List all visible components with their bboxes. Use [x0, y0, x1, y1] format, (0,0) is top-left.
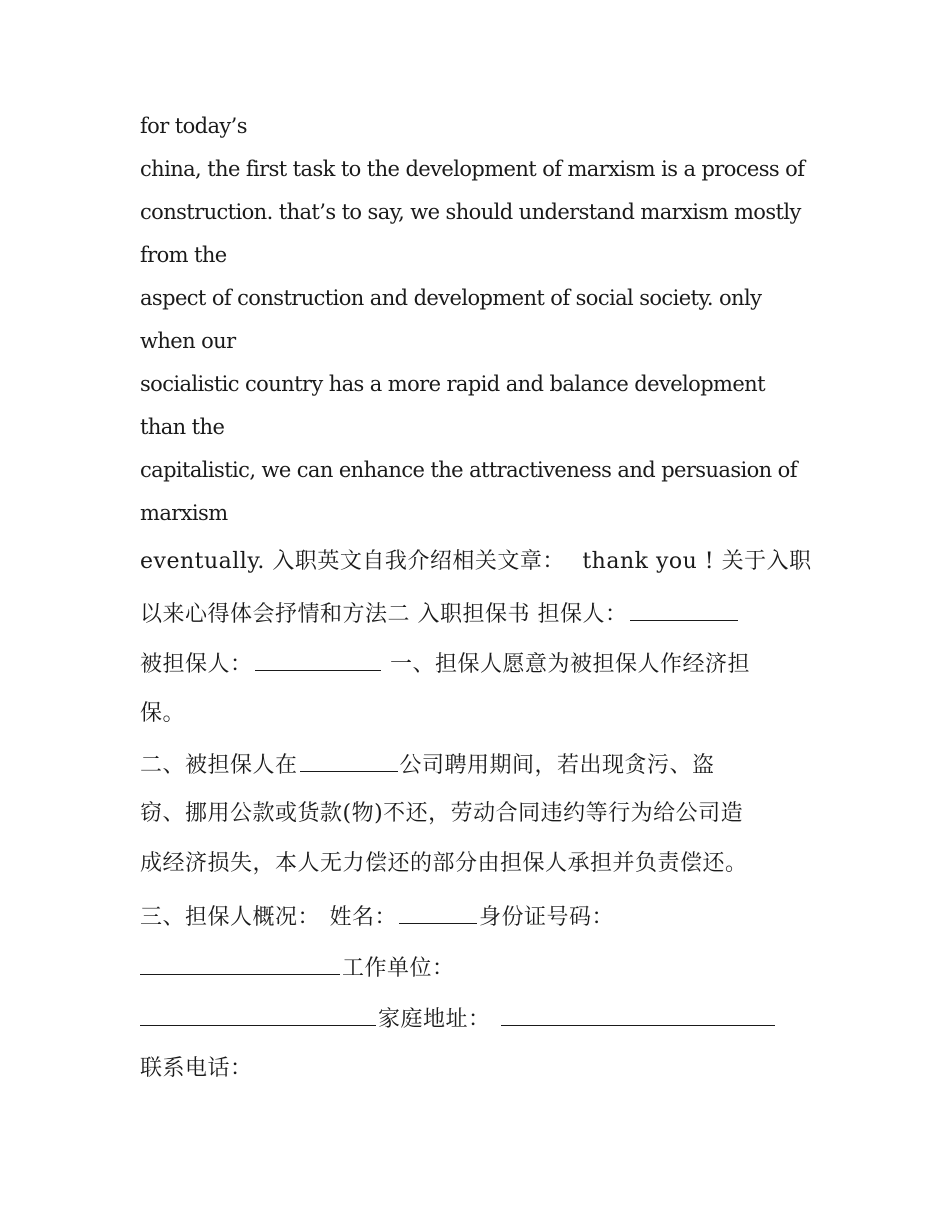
guarantee-title-line — [140, 602, 740, 626]
home-address-line — [140, 1007, 777, 1031]
work-unit-line — [140, 956, 455, 980]
clause-two-line-3: 成经济损失，本人无力偿还的部分由担保人承担并负责偿还。 — [140, 851, 748, 876]
home-address-label: 家庭地址： — [378, 1007, 491, 1032]
id-number-label: 身份证号码： — [479, 905, 615, 930]
work-unit-label: 工作单位： — [342, 956, 455, 981]
body-text-line: for today’s — [140, 114, 247, 138]
work-unit-blank — [140, 1007, 376, 1026]
body-text-line: china, the first task to the development of marxism is a process of — [140, 157, 805, 181]
body-text-line: aspect of construction and development of social society. only — [140, 286, 762, 310]
id-number-blank — [140, 956, 340, 975]
name-blank — [399, 905, 477, 924]
body-text-line: from the — [140, 243, 227, 267]
company-blank — [300, 753, 398, 772]
clause-one-end-line: 保。 — [140, 701, 186, 726]
body-text-line: marxism — [140, 501, 228, 525]
clause-two-text-a: 二、被担保人在 — [140, 753, 298, 778]
guaranteed-person-label: 被担保人： — [140, 652, 253, 677]
contact-phone-line: 联系电话： — [140, 1056, 253, 1081]
guaranteed-person-line — [140, 652, 750, 676]
clause-two-text-b: 公司聘用期间，若出现贪污、盗 — [399, 753, 715, 778]
home-address-blank — [501, 1007, 775, 1026]
intro-related-articles-text: eventually. 入职英文自我介绍相关文章： — [140, 549, 565, 574]
body-text-line: when our — [140, 329, 236, 353]
clause-one-text: 一、担保人愿意为被担保人作经济担 — [390, 652, 751, 677]
guarantor-overview-label: 三、担保人概况： — [140, 905, 321, 930]
body-text-line: than the — [140, 415, 225, 439]
body-text-line: capitalistic, we can enhance the attractiveness and persuasion of — [140, 458, 797, 482]
body-text-line: construction. that’s to say, we should understand marxism mostly — [140, 200, 801, 224]
clause-two-line — [140, 753, 715, 777]
clause-two-line-2: 窃、挪用公款或货款(物)不还，劳动合同违约等行为给公司造 — [140, 801, 744, 826]
body-text-line: socialistic country has a more rapid and balance development — [140, 372, 765, 396]
mixed-text-line — [140, 551, 812, 573]
guarantee-title-text: 以来心得体会抒情和方法二 入职担保书 担保人： — [140, 602, 628, 627]
guaranteed-person-blank — [255, 652, 381, 671]
clause-three-line — [140, 905, 614, 929]
name-label: 姓名： — [329, 905, 398, 930]
thank-you-text: thank you ! 关于入职 — [582, 549, 812, 574]
guarantor-blank — [630, 602, 738, 621]
